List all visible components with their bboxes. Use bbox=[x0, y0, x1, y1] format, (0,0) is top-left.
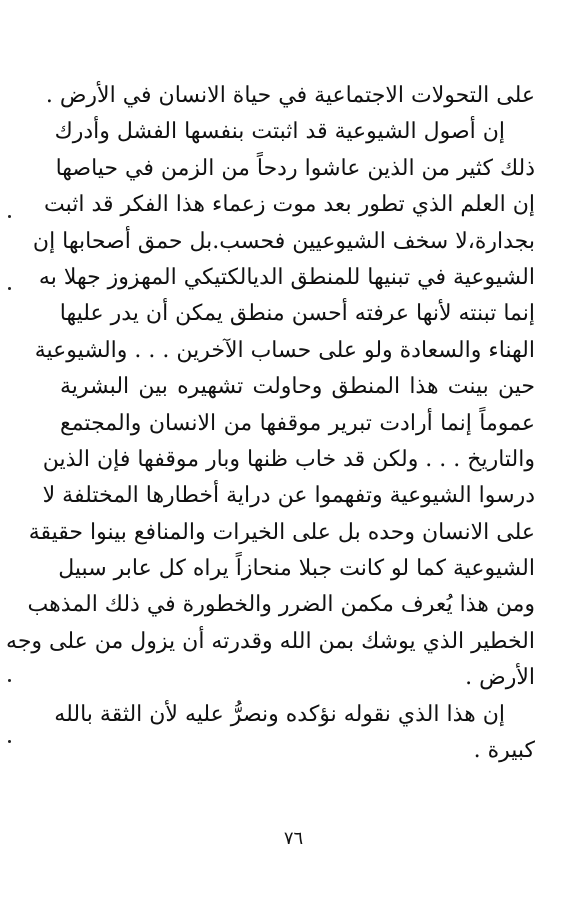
text-line: الهناء والسعادة ولو على حساب الآخرين . . . والشيوعية bbox=[34, 337, 535, 363]
text-line: والتاريخ . . . ولكن قد خاب ظنها وبار موقفها فإن الذين bbox=[42, 446, 535, 472]
margin-mark bbox=[8, 287, 11, 290]
text-line: ذلك كثير من الذين عاشوا ردحاً من الزمن في حياصها bbox=[55, 155, 535, 181]
page-number: ٧٦ bbox=[283, 828, 304, 849]
text-line: بجدارة،لا سخف الشيوعيين فحسب.بل حمق أصحابها إن bbox=[32, 228, 535, 254]
text-line: إنما تبنته لأنها عرفته أحسن منطق يمكن أن يدر عليها bbox=[59, 301, 535, 327]
text-line: حين بينت هذا المنطق وحاولت تشهيره بين البشرية bbox=[60, 374, 535, 400]
text-line: إن أصول الشيوعية قد اثبتت بنفسها الفشل وأدرك bbox=[54, 119, 505, 145]
margin-mark bbox=[8, 215, 11, 218]
body-text bbox=[6, 78, 535, 769]
margin-mark bbox=[8, 740, 11, 743]
text-line: الخطير الذي يوشك بمن الله وقدرته أن يزول من على وجه bbox=[6, 628, 535, 654]
text-line: الشيوعية في تبنيها للمنطق الديالكتيكي المهزوز جهلا به bbox=[38, 264, 535, 290]
text-line: إن هذا الذي نقوله نؤكده ونصرُّ عليه لأن الثقة بالله bbox=[54, 701, 505, 727]
text-line: درسوا الشيوعية وتفهموا عن دراية أخطارها المختلفة لا bbox=[42, 483, 535, 509]
text-line: الأرض . bbox=[465, 665, 535, 691]
text-line: على الانسان وحده بل على الخيرات والمنافع بينوا حقيقة bbox=[28, 519, 535, 545]
margin-mark bbox=[8, 679, 11, 682]
text-line: إن العلم الذي تطور بعد موت زعماء هذا الفكر قد اثبت bbox=[44, 192, 535, 218]
text-line: كبيرة . bbox=[473, 738, 535, 764]
text-line: الشيوعية كما لو كانت جبلا منحازاً يراه كل عابر سبيل bbox=[58, 556, 535, 582]
text-line: عموماً إنما أرادت تبرير موقفها من الانسان والمجتمع bbox=[60, 410, 535, 436]
text-line: على التحولات الاجتماعية في حياة الانسان في الأرض . bbox=[45, 83, 535, 108]
text-line: ومن هذا يُعرف مكمن الضرر والخطورة في ذلك المذهب bbox=[27, 592, 535, 618]
